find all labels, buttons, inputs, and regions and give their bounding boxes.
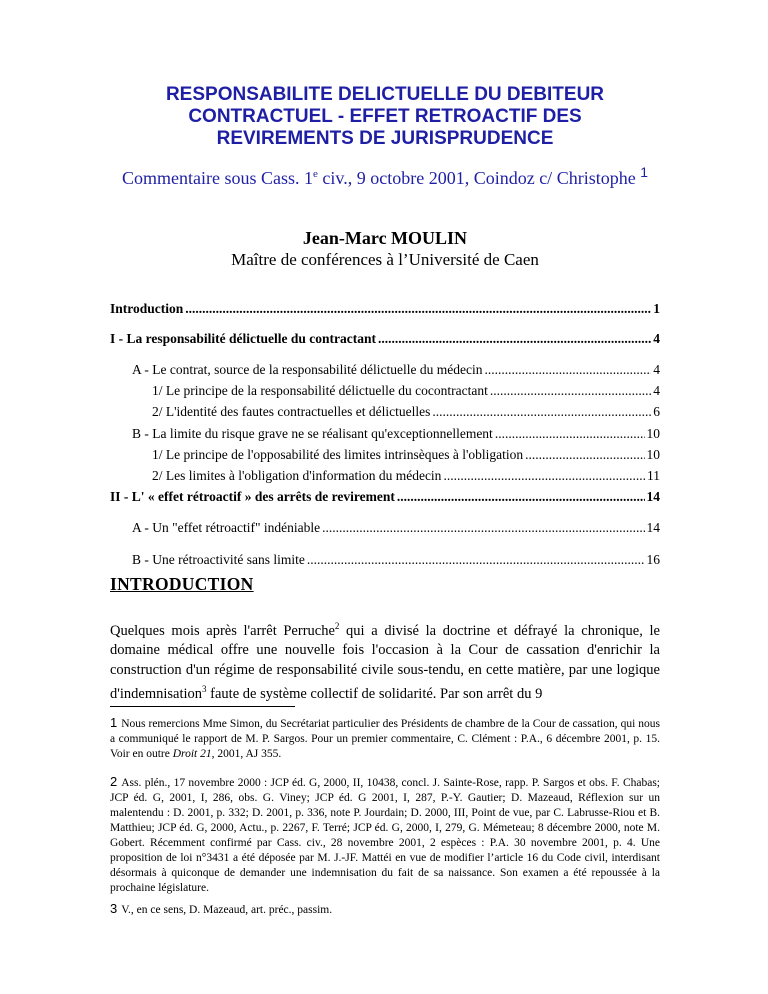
toc-leader [495, 426, 645, 442]
toc-label: B - Une rétroactivité sans limite [132, 552, 305, 567]
title-line-3: REVIREMENTS DE JURISPRUDENCE [216, 128, 554, 149]
footnote-text: Nous remercions Mme Simon, du Secrétariat particulier des Présidents de chambre de la Cour de cassation, qui nous a communiqué le rapport de M. P. Sargos. Pour un premier commentaire, C. Clément : P.A., 6 décembre 2001, p. 15. Voir en outre [110, 718, 660, 760]
toc-entry [132, 426, 660, 442]
toc-label: 1/ Le principe de la responsabilité délictuelle du cocontractant [152, 383, 488, 398]
title-line-2: CONTRACTUEL - EFFET RETROACTIF DES [188, 106, 582, 127]
toc-leader [525, 447, 644, 463]
toc-leader [443, 468, 645, 484]
body-text-3: faute de système collectif de solidarité. Par son arrêt du 9 [206, 686, 543, 703]
toc-page: 11 [647, 468, 660, 483]
toc-entry [152, 447, 660, 463]
toc-leader [397, 489, 645, 505]
section-heading: INTRODUCTION [110, 574, 254, 594]
footnote-ref-3: 3 [202, 684, 207, 695]
toc-leader [378, 331, 651, 347]
document-title [120, 84, 650, 150]
toc-page: 14 [646, 489, 660, 504]
toc-leader [322, 520, 644, 536]
footnote-number: 2 [110, 774, 118, 789]
toc-entry [110, 489, 660, 505]
toc-page: 4 [653, 383, 660, 398]
footnote-text: V., en ce sens, D. Mazeaud, art. préc., passim. [121, 904, 333, 916]
toc-page: 4 [653, 331, 660, 346]
toc-label: I - La responsabilité délictuelle du contractant [110, 331, 376, 346]
toc-label: B - La limite du risque grave ne se réalisant qu'exceptionnellement [132, 426, 493, 441]
toc-entry [132, 362, 660, 378]
toc-label: A - Un "effet rétroactif" indéniable [132, 520, 321, 535]
footnote-number: 1 [110, 715, 118, 730]
document-subtitle [40, 164, 730, 189]
toc-page: 6 [653, 404, 660, 419]
toc-entry [110, 301, 660, 317]
footnote-ref-1: 1 [640, 164, 648, 180]
toc-page: 10 [646, 426, 660, 441]
toc-entry [152, 404, 660, 420]
toc-entry [132, 520, 660, 536]
footnote-italic: Droit 21 [172, 748, 212, 760]
footnote-separator [110, 706, 295, 707]
ordinal-superscript: e [313, 168, 318, 180]
toc-page: 14 [646, 520, 660, 535]
toc-leader [432, 404, 651, 420]
toc-leader [485, 362, 652, 378]
subtitle-prefix: Commentaire sous Cass. 1 [122, 168, 314, 188]
subtitle-suffix: civ., 9 octobre 2001, Coindoz c/ Christophe [317, 168, 641, 188]
toc-entry [110, 331, 660, 347]
body-paragraph [110, 617, 660, 705]
footnote-text: Ass. plén., 17 novembre 2000 : JCP éd. G, 2000, II, 10438, concl. J. Sainte-Rose, rapp. P. Sargos et obs. F. Chabas; JCP éd. G, 2001, I, 286, obs. G. Viney; JCP éd. G 2001, I, 287, P.-Y. Gautier; D. Mazeaud, Réflexion sur un malentendu : D. 2001, p. 332; D. 2001, p. 336, note P. Jourdain; D. 2000, III, Point de vue, par C. Labrusse-Riou et B. Matthieu; JCP éd. G, 2000, Actu., p. 2267, F. Terré; JCP éd. G, 2000, I, 279, G. Mémeteau; 8 décembre 2000, note M. Gobert. Récemment confirmé par Cass. civ., 28 novembre 2001, 2 espèces : P.A. 30 novembre 2001, p. 4. Une proposition de loi n°3431 a été déposée par M. J.-JF. Mattéi en vue de modifier l’article 16 du Code civil, interdisant désormais à quiconque de demander une indemnisation du fait de sa naissance. Son examen a été repoussée à la prochaine législature. [110, 777, 660, 894]
toc-label: 1/ Le principe de l'opposabilité des limites intrinsèques à l'obligation [152, 447, 524, 462]
toc-page: 10 [646, 447, 660, 462]
toc-label: A - Le contrat, source de la responsabilité délictuelle du médecin [132, 362, 483, 377]
body-text-1: Quelques mois après l'arrêt Perruche [110, 622, 335, 639]
toc-entry [152, 383, 660, 399]
toc-leader [185, 301, 651, 317]
footnote-1 [110, 715, 660, 762]
toc-label: 2/ Les limites à l'obligation d'information du médecin [152, 468, 442, 483]
toc-page: 1 [653, 301, 660, 316]
toc-entry [132, 552, 660, 568]
body-text-2: qui a divisé la doctrine et défrayé la chronique, le domaine médical offre une nouvelle fois l'occasion à la Cour de cassation d'enrichir la construction d'un régime de responsabilité civile sous-tendu, en cette matière, par une logique d'indemnisation [110, 622, 660, 703]
toc-label: II - L' « effet rétroactif » des arrêts de revirement [110, 489, 395, 504]
toc-leader [490, 383, 651, 399]
toc-page: 16 [646, 552, 660, 567]
toc-label: Introduction [110, 301, 184, 316]
footnote-number: 3 [110, 901, 118, 916]
toc-label: 2/ L'identité des fautes contractuelles et délictuelles [152, 404, 431, 419]
author-affiliation: Maître de conférences à l’Université de Caen [231, 250, 539, 269]
toc-page: 4 [653, 362, 660, 377]
title-line-1: RESPONSABILITE DELICTUELLE DU DEBITEUR [165, 84, 605, 105]
footnote-3 [110, 901, 660, 918]
footnote-2 [110, 774, 660, 896]
toc-entry [152, 468, 660, 484]
author-name: Jean-Marc MOULIN [302, 228, 468, 248]
footnote-ref-2: 2 [334, 621, 340, 631]
footnote-tail: , 2001, AJ 355. [211, 748, 282, 760]
toc-leader [307, 552, 645, 568]
